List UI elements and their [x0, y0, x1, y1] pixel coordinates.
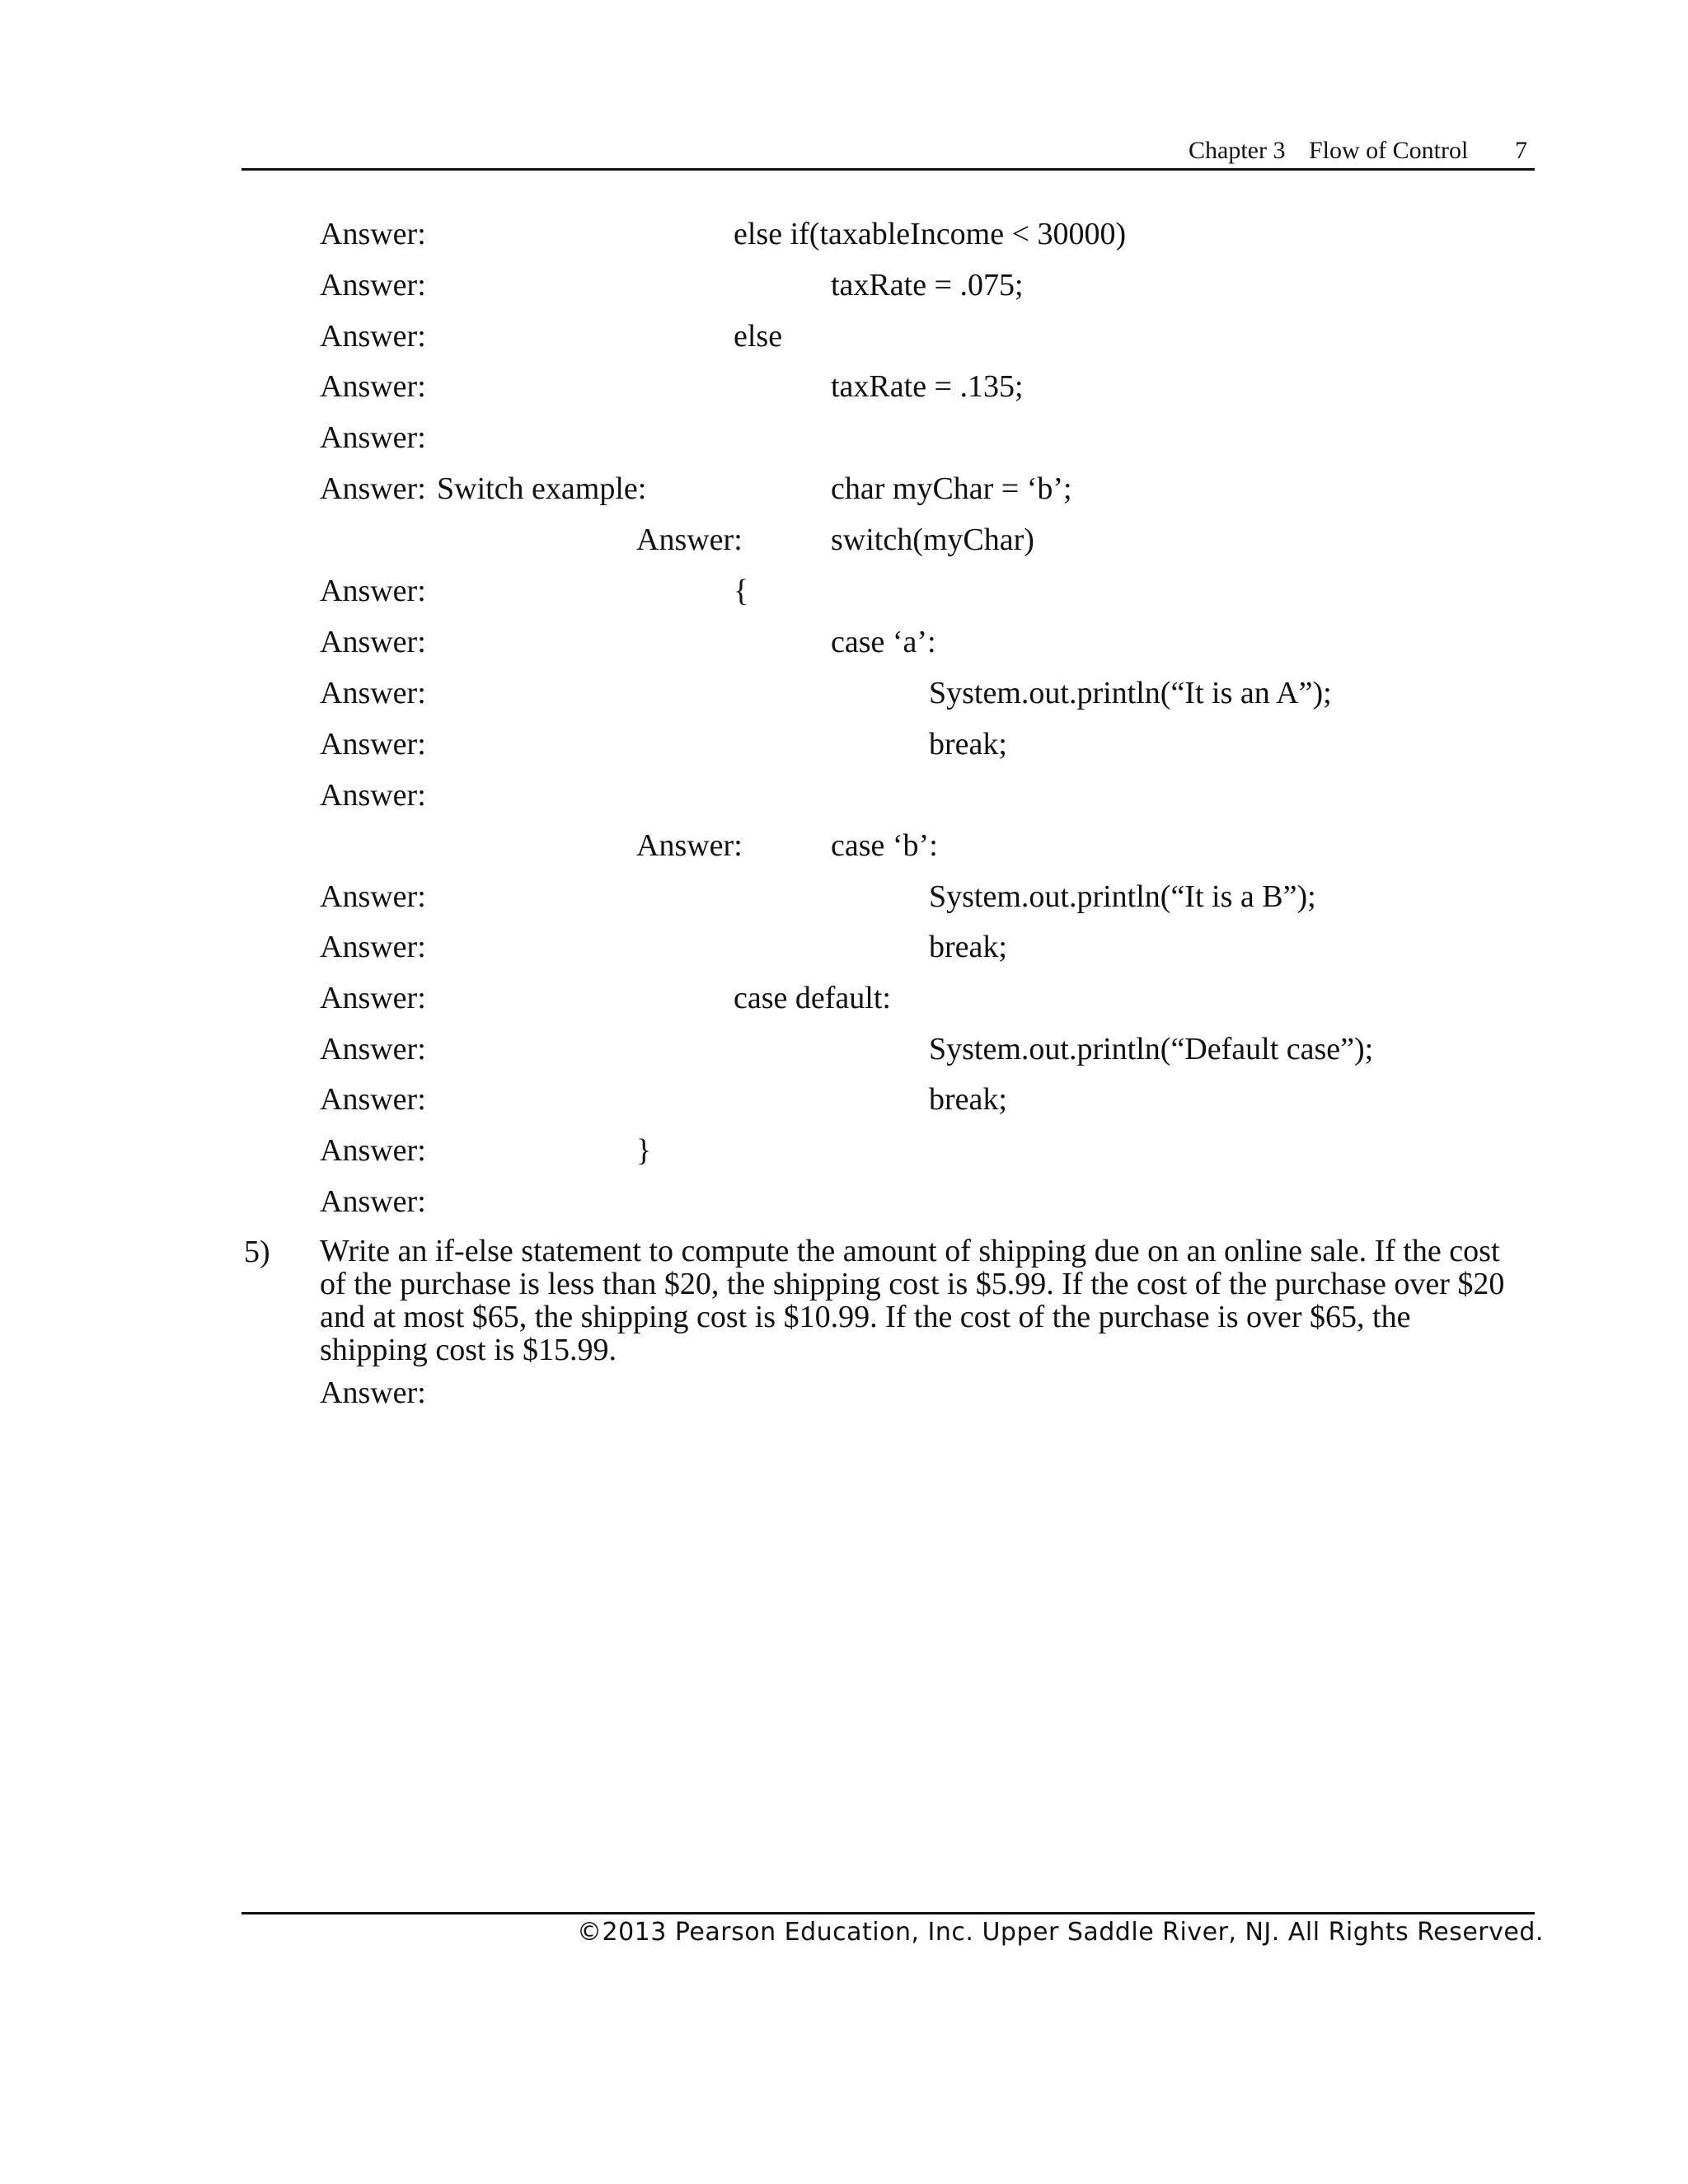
- copyright-notice: ©2013 Pearson Education, Inc. Upper Saddle River, NJ. All Rights Reserved.: [577, 1918, 1544, 1947]
- code-line: System.out.println(“It is an A”);: [929, 676, 1332, 710]
- answer-label: Answer:: [320, 471, 426, 506]
- code-line: {: [734, 574, 749, 608]
- code-line: break;: [929, 930, 1007, 964]
- answer-label: Answer:: [636, 828, 743, 863]
- code-line: break;: [929, 1082, 1007, 1117]
- answer-label: Answer:: [320, 319, 426, 354]
- code-line: }: [636, 1133, 652, 1168]
- header-rule: [241, 168, 1535, 171]
- code-line: case default:: [734, 981, 891, 1015]
- answer-label: Answer:: [320, 676, 426, 710]
- page-number: 7: [1515, 137, 1527, 164]
- footer-rule: [241, 1912, 1535, 1915]
- answer-label: Answer:: [320, 574, 426, 608]
- section-title: Flow of Control: [1309, 137, 1469, 164]
- answer-label: Answer:: [320, 930, 426, 964]
- answer-label: Answer:: [320, 778, 426, 813]
- code-line: break;: [929, 727, 1007, 762]
- answer-label: Answer:: [320, 1184, 426, 1219]
- answer-label: Answer:: [320, 1082, 426, 1117]
- code-line: else if(taxableIncome < 30000): [734, 217, 1127, 251]
- code-line: case ‘b’:: [831, 828, 938, 863]
- answer-label: Answer:: [636, 523, 743, 557]
- answer-label: Answer:: [320, 420, 426, 455]
- chapter-label: Chapter 3: [1189, 137, 1286, 164]
- question-text: Write an if-else statement to compute the amount of shipping due on an online sale. If the cost of the purchase is less than $20, the shipping cost is $5.99. If the cost of the purchase over $20 and at most $65, the shipping cost is $10.99. If the cost of the purchase is over $65, the shipping cost is $15.99.: [320, 1234, 1505, 1367]
- answer-label: Answer:: [320, 217, 426, 251]
- answer-label: Answer:: [320, 369, 426, 404]
- code-line: else: [734, 319, 783, 354]
- answer-label: Answer:: [320, 625, 426, 659]
- code-line: System.out.println(“Default case”);: [929, 1032, 1374, 1066]
- question-number: 5): [244, 1235, 270, 1269]
- answer-label: Answer:: [320, 879, 426, 914]
- answer-label: Answer:: [320, 981, 426, 1015]
- answer-label: Answer:: [320, 1376, 426, 1410]
- code-line: switch(myChar): [831, 523, 1034, 557]
- code-line: System.out.println(“It is a B”);: [929, 879, 1316, 914]
- answer-label: Answer:: [320, 1032, 426, 1066]
- answer-label: Answer:: [320, 268, 426, 302]
- code-line: char myChar = ‘b’;: [831, 471, 1072, 506]
- switch-example-note: Switch example:: [437, 471, 647, 506]
- answer-label: Answer:: [320, 1133, 426, 1168]
- code-line: taxRate = .075;: [831, 268, 1024, 302]
- code-line: case ‘a’:: [831, 625, 936, 659]
- answer-label: Answer:: [320, 727, 426, 762]
- code-line: taxRate = .135;: [831, 369, 1024, 404]
